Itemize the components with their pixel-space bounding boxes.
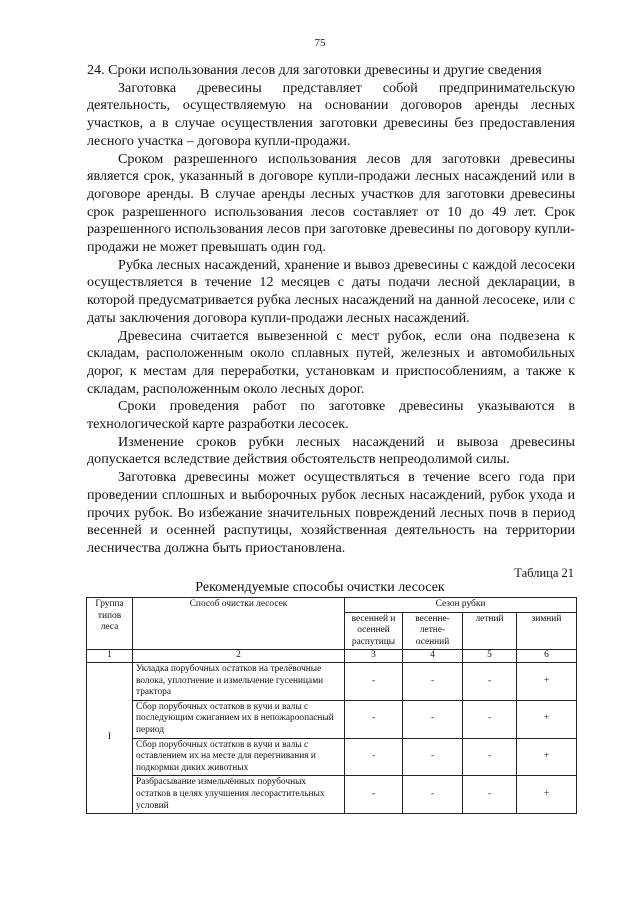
paragraph-6: Изменение сроков рубки лесных насаждений и вывоза древесины допускается вследствие действия обстоятельств непреодолимой силы. (87, 433, 575, 468)
value-cell: - (463, 700, 517, 738)
column-number: 6 (517, 650, 577, 663)
page-number: 75 (314, 37, 326, 49)
value-cell: + (517, 738, 577, 776)
paragraph-4: Древесина считается вывезенной с мест рубок, если она подвезена к складам, расположенным около сплавных путей, железных и автомобильных дорог, к местам для переработки, установкам и приспособлениям, а также к складам, расположенным около лесных дорог. (87, 327, 575, 397)
method-cell: Укладка порубочных остатков на трелёвочные волока, уплотнение и измельчение гусеницами трактора (133, 662, 345, 700)
paragraph-3: Рубка лесных насаждений, хранение и вывоз древесины с каждой лесосеки осуществляется в течение 12 месяцев с даты подачи лесной декларации, в которой предусматривается рубка лесных насаждений на данной лесосеке, или с даты заключения договора купли-продажи лесных насаждений. (87, 256, 575, 326)
column-number: 1 (87, 650, 133, 663)
table-title: Рекомендуемые способы очистки лесосек (195, 580, 445, 595)
value-cell: - (345, 662, 403, 700)
paragraph-5: Сроки проведения работ по заготовке древесины указываются в технологической карте разработки лесосек. (87, 398, 575, 433)
column-number: 2 (133, 650, 345, 663)
method-cell: Сбор порубочных остатков в кучи и валы с последующим сжиганием их в непожароопасный период (133, 700, 345, 738)
value-cell: - (463, 776, 517, 814)
header-summer: летний (463, 612, 517, 650)
paragraph-1: Заготовка древесины представляет собой предпринимательскую деятельность, осуществляемую на основании договоров аренды лесных участков, а в случае осуществления заготовки древесины без предоставления лесного участка – договора купли-продажи. (87, 79, 575, 149)
value-cell: - (463, 662, 517, 700)
group-cell: I (87, 662, 133, 813)
table-label: Таблица 21 (514, 566, 574, 580)
value-cell: - (345, 738, 403, 776)
column-number: 5 (463, 650, 517, 663)
header-winter: зимний (517, 612, 577, 650)
value-cell: - (403, 700, 463, 738)
value-cell: - (403, 738, 463, 776)
paragraph-2: Сроком разрешенного использования лесов для заготовки древесины является срок, указанный в договоре купли-продажи лесных насаждений или в договоре аренды. В случае аренды лесных участков для заготовки древесины срок разрешенного использования лесов составляет от 10 до 49 лет. Срок разрешенного использования лесов при заготовке древесины по договору купли-продажи не может превышать один год. (87, 150, 575, 256)
value-cell: + (517, 776, 577, 814)
value-cell: - (345, 776, 403, 814)
header-spring-autumn: весенней и осенней распутицы (345, 612, 403, 650)
table-row (87, 738, 577, 776)
column-number: 3 (345, 650, 403, 663)
column-number-row (87, 650, 577, 663)
column-number: 4 (403, 650, 463, 663)
value-cell: - (403, 662, 463, 700)
cleaning-methods-table (86, 597, 577, 814)
method-cell: Разбрасывание измельчённых порубочных остатков в целях улучшения лесорастительных условий (133, 776, 345, 814)
table-row (87, 700, 577, 738)
header-group: Группа типов леса (87, 598, 133, 650)
header-method: Способ очистки лесосек (133, 598, 345, 650)
table-row (87, 776, 577, 814)
value-cell: - (345, 700, 403, 738)
value-cell: + (517, 700, 577, 738)
section-text (87, 62, 575, 558)
table-header-row (87, 598, 577, 613)
value-cell: + (517, 662, 577, 700)
value-cell: - (403, 776, 463, 814)
section-heading: 24. Сроки использования лесов для заготовки древесины и другие сведения (87, 62, 542, 78)
value-cell: - (463, 738, 517, 776)
header-season: Сезон рубки (345, 598, 577, 613)
header-spring-summer: весенне-летне-осенний (403, 612, 463, 650)
method-cell: Сбор порубочных остатков в кучи и валы с оставлением их на месте для перегнивания и подкормки диких животных (133, 738, 345, 776)
paragraph-7: Заготовка древесины может осуществляться в течение всего года при проведении сплошных и выборочных рубок лесных насаждений, рубок ухода и прочих рубок. Во избежание значительных повреждений лесных почв в период весенней и осенней распутицы, хозяйственная деятельность на территории лесничества должна быть приостановлена. (87, 469, 575, 556)
table-row (87, 662, 577, 700)
